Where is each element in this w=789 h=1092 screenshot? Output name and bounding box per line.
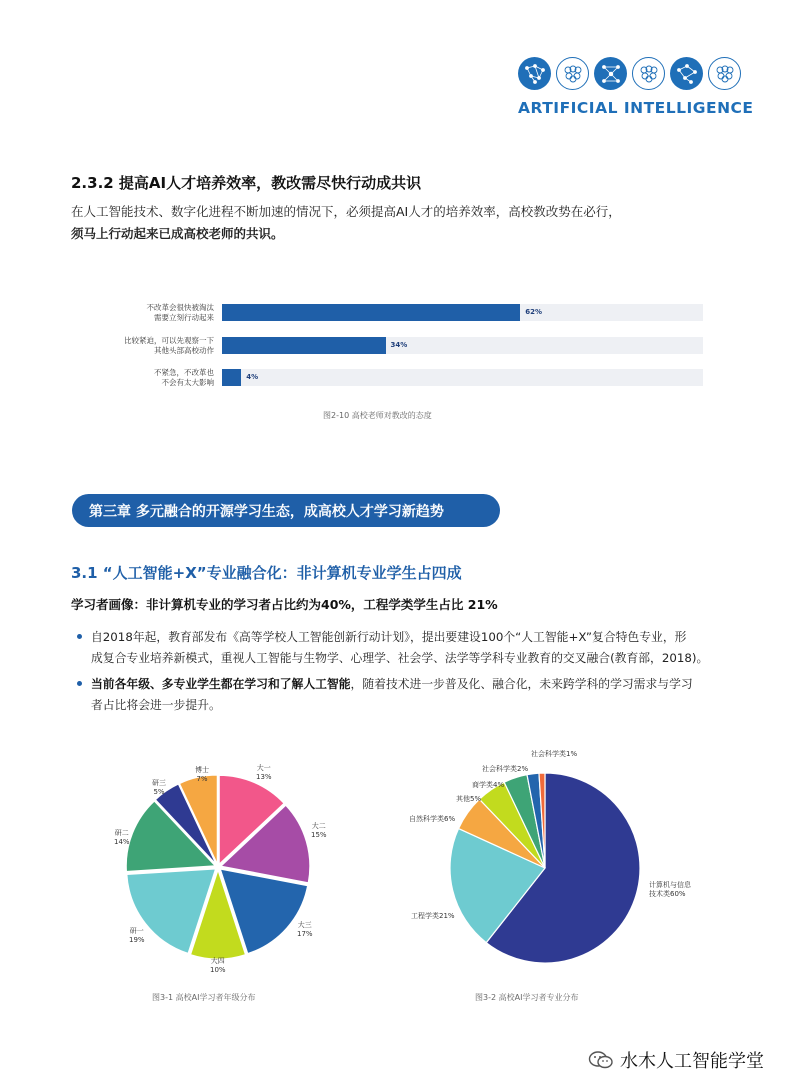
pie-slice-label-line: 15%	[311, 831, 327, 839]
bar	[222, 369, 241, 386]
bar	[222, 337, 386, 354]
pie-slice-label-line: 计算机与信息	[649, 881, 691, 889]
pie-slice-label-line: 5%	[153, 788, 165, 796]
pie-slice-label-line: 7%	[196, 775, 208, 783]
pie-slice-label-line: 大二	[311, 822, 326, 830]
pie-slice-label-line: 研二	[114, 829, 129, 837]
bar-category-label	[100, 336, 214, 356]
pie-slice-label-line: 技术类60%	[649, 890, 686, 898]
section-heading-3-1: 3.1 “人工智能+X”专业融合化：非计算机专业学生占四成	[71, 564, 462, 582]
pie-slice-label-line: 研一	[129, 927, 144, 935]
header-logo-row	[518, 57, 741, 90]
pie-slice-label-line: 工程学类21%	[411, 912, 455, 920]
pie-slice-label	[649, 881, 691, 899]
pie-slice-label-line: 大四	[210, 957, 225, 965]
pie-slice-label	[152, 779, 166, 797]
bullet-dot	[77, 634, 82, 639]
bar-value-label: 4%	[246, 373, 259, 381]
pie-slice-label	[256, 764, 272, 782]
bar-category-label-line: 不会有太大影响	[161, 378, 214, 387]
brain-icon	[556, 57, 589, 90]
bar-track	[222, 369, 703, 386]
pie-slice-label-line: 17%	[297, 930, 313, 938]
pie-slice-label-line: 19%	[129, 936, 145, 944]
pie-slice-label	[409, 815, 455, 824]
pie-slice-label-line: 大一	[256, 764, 271, 772]
brain-icon	[632, 57, 665, 90]
pie-slice-label	[311, 822, 327, 840]
bullet-text: ，随着技术进一步普及化、融合化，未来跨学科的学习需求与学习	[350, 677, 693, 691]
figure-caption: 图2-10 高校老师对教改的态度	[323, 411, 432, 420]
bullet-bold-text: 当前各年级、多专业学生都在学习和了解人工智能	[91, 677, 351, 691]
pie-slice-label-line: 商学类4%	[472, 781, 505, 789]
bar-category-label-line: 比较紧迫，可以先观察一下	[124, 336, 214, 345]
bar-category-label-line: 不紧急，不改革也	[154, 368, 214, 377]
section-heading: 2.3.2 提高AI人才培养效率，教改需尽快行动成共识	[71, 174, 422, 192]
pie-slice-label	[482, 765, 528, 774]
pie-slice-label-line: 博士	[195, 766, 209, 774]
bar-track	[222, 337, 703, 354]
bullet-line	[91, 675, 693, 692]
neural-network-icon	[670, 57, 703, 90]
brain-icon	[708, 57, 741, 90]
pie-slice-label-line: 10%	[210, 966, 226, 974]
bullet-dot	[77, 681, 82, 686]
pie-slice-label-line: 社会科学类2%	[482, 765, 529, 773]
paragraph-line: 在人工智能技术、数字化进程不断加速的情况下，必须提高AI人才的培养效率，高校教改势在必行，	[71, 204, 621, 219]
bar-value-label: 62%	[525, 308, 542, 316]
paragraph-line-bold: 须马上行动起来已成高校老师的共识。	[71, 226, 284, 241]
pie-charts-svg	[0, 740, 789, 1000]
bar-category-label	[100, 368, 214, 388]
bar-category-label-line: 不改革会很快被淘汰	[146, 303, 214, 312]
wechat-icon	[588, 1050, 614, 1070]
pie-slice-label	[456, 795, 481, 804]
pie-slice-label-line: 自然科学类6%	[409, 815, 456, 823]
bar-category-label	[100, 303, 214, 323]
learner-profile-subtitle: 学习者画像：非计算机专业的学习者占比约为40%，工程学类学生占比 21%	[71, 597, 498, 612]
pie-slice-label	[411, 912, 455, 921]
pie-slice-label-line: 大三	[297, 921, 312, 929]
figure-caption: 图3-2 高校AI学习者专业分布	[475, 993, 579, 1002]
pie-slice-label	[472, 781, 504, 790]
pie-slice-label-line: 14%	[114, 838, 130, 846]
wechat-account-name: 水木人工智能学堂	[620, 1051, 764, 1072]
bullet-line: 自2018年起，教育部发布《高等学校人工智能创新行动计划》，提出要建设100个“人工智能+X”复合特色专业，形	[91, 630, 687, 644]
wechat-watermark	[588, 1047, 764, 1073]
neural-network-icon	[518, 57, 551, 90]
pie-slice-label	[195, 766, 209, 784]
bar-track	[222, 304, 703, 321]
bar	[222, 304, 520, 321]
pie-slice-label	[531, 750, 577, 759]
pie-slice-label	[129, 927, 145, 945]
pie-slice-label-line: 13%	[256, 773, 272, 781]
pie-slice-label	[297, 921, 313, 939]
bullet-line: 成复合专业培养新模式，重视人工智能与生物学、心理学、社会学、法学等学科专业教育的交叉融合(教育部，2018)。	[91, 651, 709, 665]
brand-title: ARTIFICIAL INTELLIGENCE	[518, 99, 754, 117]
figure-caption: 图3-1 高校AI学习者年级分布	[152, 993, 256, 1002]
neural-network-icon	[594, 57, 627, 90]
bar-category-label-line: 需要立刻行动起来	[154, 313, 214, 322]
pie-slice-label-line: 其他5%	[456, 795, 482, 803]
bullet-line: 者占比将会进一步提升。	[91, 698, 221, 712]
chapter-banner: 第三章 多元融合的开源学习生态，成高校人才学习新趋势	[72, 494, 500, 527]
pie-slice-label-line: 社会科学类1%	[531, 750, 578, 758]
bar-category-label-line: 其他头部高校动作	[154, 346, 214, 355]
bar-value-label: 34%	[390, 341, 408, 349]
pie-slice-label	[114, 829, 130, 847]
pie-slice-label	[210, 957, 226, 975]
pie-slice-label-line: 研三	[152, 779, 166, 787]
